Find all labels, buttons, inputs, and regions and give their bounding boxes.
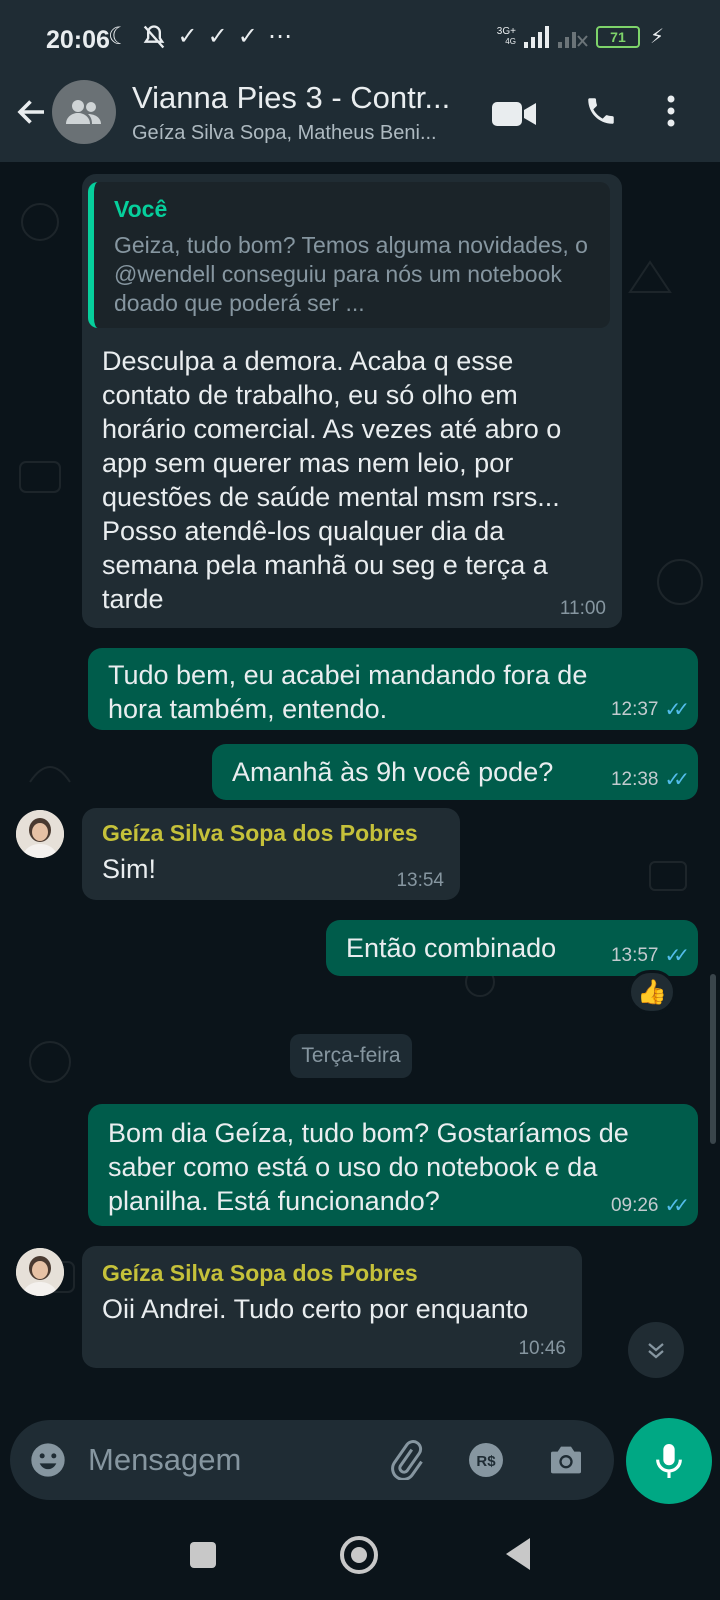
chat-area[interactable] bbox=[0, 162, 720, 1420]
check-icon: ✓ bbox=[237, 23, 258, 50]
system-nav-bar bbox=[0, 1508, 720, 1600]
incoming-message[interactable] bbox=[82, 174, 622, 628]
message-time: 13:54 bbox=[396, 870, 444, 891]
date-separator: Terça-feira bbox=[290, 1034, 412, 1078]
incoming-message[interactable] bbox=[82, 808, 460, 900]
network-type: 3G+ 4G bbox=[496, 25, 516, 46]
read-ticks-icon: ✓✓ bbox=[664, 945, 682, 967]
group-icon bbox=[64, 96, 104, 128]
quote-author: Você bbox=[114, 196, 168, 222]
phone-icon[interactable] bbox=[584, 94, 618, 128]
outgoing-message[interactable] bbox=[88, 1104, 698, 1226]
status-time: 20:06 bbox=[46, 26, 110, 54]
message-time: 09:26 bbox=[610, 1194, 659, 1216]
avatar-photo bbox=[16, 1248, 64, 1296]
message-text: Oii Andrei. Tudo certo por enquanto bbox=[102, 1294, 529, 1324]
avatar-photo bbox=[16, 810, 64, 858]
message-meta bbox=[611, 943, 682, 968]
outgoing-message[interactable] bbox=[88, 648, 698, 730]
group-avatar[interactable] bbox=[52, 80, 116, 144]
quoted-message[interactable] bbox=[88, 182, 610, 328]
battery-icon: 71 bbox=[596, 26, 640, 48]
message-meta bbox=[560, 598, 606, 620]
status-right bbox=[497, 24, 664, 49]
moon-icon: ☾ bbox=[108, 23, 130, 50]
charging-icon: ⚡ bbox=[649, 26, 664, 48]
message-meta bbox=[611, 767, 682, 792]
thumbs-up-icon: 👍 bbox=[637, 978, 667, 1006]
message-text: Bom dia Geíza, tudo bom? Gostaríamos de saber como está o uso do notebook e da planilha. Está funcionando? bbox=[108, 1118, 629, 1216]
message-meta bbox=[396, 870, 444, 892]
check-icon: ✓ bbox=[207, 23, 228, 50]
svg-text:R$: R$ bbox=[476, 1453, 496, 1470]
signal-weak-icon bbox=[558, 26, 588, 48]
check-icon: ✓ bbox=[177, 23, 198, 50]
scroll-to-bottom-button[interactable] bbox=[628, 1322, 684, 1378]
message-time: 10:46 bbox=[518, 1338, 566, 1359]
message-text: Sim! bbox=[102, 854, 156, 884]
outgoing-message[interactable] bbox=[212, 744, 698, 800]
message-text: Então combinado bbox=[346, 933, 557, 963]
message-time: 12:37 bbox=[610, 698, 659, 720]
recents-button[interactable] bbox=[190, 1542, 216, 1568]
payment-rs-icon[interactable] bbox=[466, 1440, 506, 1480]
sender-name: Geíza Silva Sopa dos Pobres bbox=[102, 1260, 418, 1286]
sender-name: Geíza Silva Sopa dos Pobres bbox=[102, 820, 418, 846]
chat-title[interactable]: Vianna Pies 3 - Contr... bbox=[132, 80, 451, 115]
message-time: 13:57 bbox=[610, 944, 659, 966]
sender-avatar[interactable] bbox=[16, 810, 64, 858]
chat-header bbox=[0, 78, 720, 162]
quote-text: Geiza, tudo bom? Temos alguma novidades, o @wendell conseguiu para nós um notebook doado que poderá ser ... bbox=[114, 232, 588, 316]
message-meta bbox=[611, 697, 682, 722]
reaction-badge[interactable] bbox=[628, 970, 676, 1014]
system-back-button[interactable] bbox=[506, 1538, 530, 1570]
outgoing-message[interactable] bbox=[326, 920, 698, 976]
message-time: 11:00 bbox=[559, 598, 606, 619]
muted-bell-icon bbox=[140, 23, 168, 51]
chat-subtitle[interactable]: Geíza Silva Sopa, Matheus Beni... bbox=[132, 122, 437, 144]
video-call-icon[interactable] bbox=[492, 98, 536, 130]
message-input-bar[interactable] bbox=[10, 1420, 614, 1500]
message-text: Tudo bem, eu acabei mandando fora de hora também, entendo. bbox=[108, 660, 588, 724]
mic-button[interactable] bbox=[626, 1418, 712, 1504]
message-meta bbox=[518, 1338, 566, 1360]
message-time: 12:38 bbox=[610, 768, 659, 790]
read-ticks-icon: ✓✓ bbox=[664, 1195, 682, 1217]
emoji-icon[interactable] bbox=[28, 1440, 68, 1480]
read-ticks-icon: ✓✓ bbox=[664, 769, 682, 791]
message-text: Amanhã às 9h você pode? bbox=[232, 757, 554, 787]
status-icons bbox=[108, 22, 292, 52]
message-text: Desculpa a demora. Acaba q esse contato de trabalho, eu só olho em horário comercial. As vezes até abro o app sem querer mas nem leio, por questões de saúde mental msm rsrs... Posso atendê-los qualquer dia da semana pela manhã ou seg e terça a tarde bbox=[102, 346, 562, 614]
double-chevron-down-icon bbox=[644, 1338, 668, 1362]
home-button[interactable] bbox=[340, 1536, 378, 1574]
incoming-message[interactable] bbox=[82, 1246, 582, 1368]
paperclip-icon[interactable] bbox=[386, 1440, 426, 1480]
microphone-icon bbox=[652, 1441, 686, 1481]
scrollbar[interactable] bbox=[710, 974, 716, 1144]
more-options-icon[interactable] bbox=[666, 94, 676, 128]
status-bar bbox=[0, 0, 720, 78]
message-input[interactable]: Mensagem bbox=[88, 1442, 242, 1477]
signal-icon bbox=[524, 26, 550, 48]
message-meta bbox=[611, 1193, 682, 1218]
read-ticks-icon: ✓✓ bbox=[664, 699, 682, 721]
more-notifications-icon: ⋯ bbox=[267, 23, 292, 50]
camera-icon[interactable] bbox=[546, 1440, 586, 1480]
back-arrow-icon[interactable] bbox=[14, 94, 50, 130]
sender-avatar[interactable] bbox=[16, 1248, 64, 1296]
